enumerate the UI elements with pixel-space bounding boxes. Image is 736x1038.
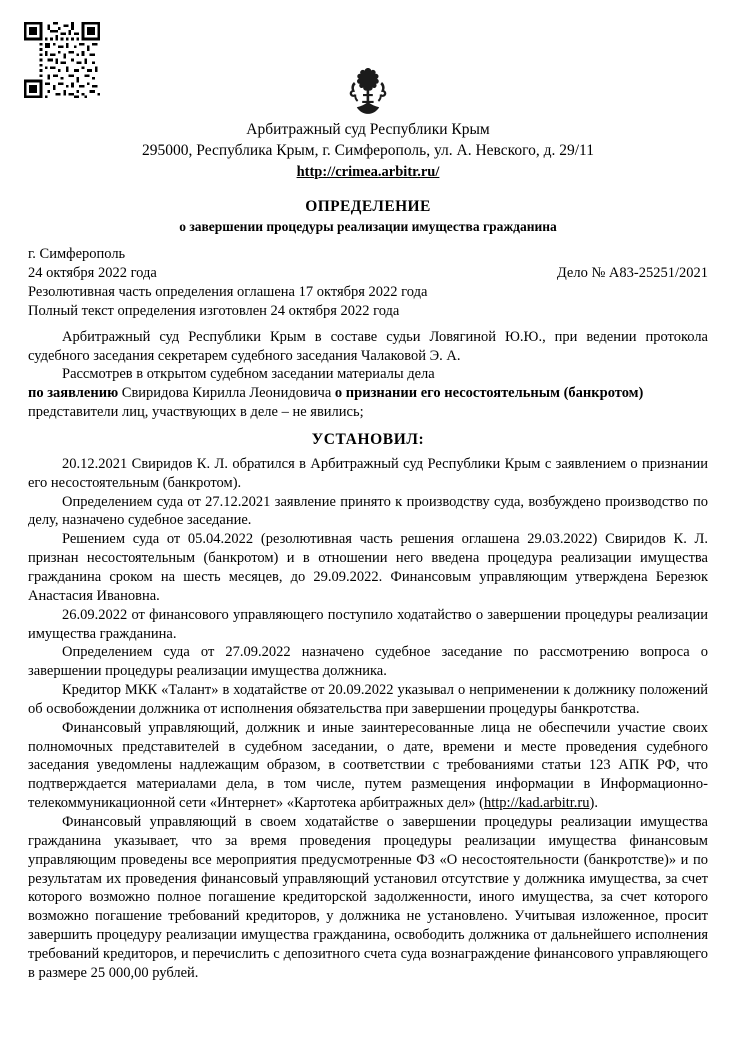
attendance-line: представители лиц, участвующих в деле – не явились;: [28, 404, 364, 421]
body-block: [28, 455, 708, 983]
notice-text-part2: ).: [589, 795, 598, 812]
court-name: Арбитражный суд Республики Крым: [246, 121, 490, 138]
ustanovil-heading: УСТАНОВИЛ:: [311, 430, 425, 448]
document-subtitle: о завершении процедуры реализации имущества гражданина: [179, 218, 557, 234]
claim-suffix: о признании его несостоятельным (банкротом): [334, 385, 644, 402]
paragraph: Определением суда от 27.09.2022 назначено судебное заседание по рассмотрению вопроса о завершении процедуры реализации имущества должника.: [28, 644, 708, 680]
claim-debtor-name: Свиридова Кирилла Леонидовича: [121, 385, 332, 402]
notice-text-part1: Финансовый управляющий, должник и иные заинтересованные лица не обеспечили участие своих полномочных представителей в судебном заседании, о дате, времени и месте проведения судебного заседания уведомлены надлежащим образом, в соответствии с требованиями статьи 123 АПК РФ, что подтверждается материалами дела, в том числе, путем размещения информации в Информационно-телекоммуникационной сети «Интернет» «Картотека арбитражных дел» (: [28, 719, 708, 812]
paragraph: 20.12.2021 Свиридов К. Л. обратился в Арбитражный суд Республики Крым с заявлением о признании его несостоятельным (банкротом).: [28, 455, 708, 491]
court-composition: Арбитражный суд Республики Крым в составе судьи Ловягиной Ю.Ю., при ведении протокола судебного заседания секретарем судебного заседания Чалаковой Э. А.: [28, 328, 708, 364]
document-meta: [28, 245, 708, 322]
paragraph: Кредитор МКК «Талант» в ходатайстве от 20.09.2022 указывал о неприменении к должнику положений об освобождении должника от исполнения обязательства при завершении процедуры банкротства.: [28, 682, 708, 717]
resolution-announced-line: Резолютивная часть определения оглашена 17 октября 2022 года: [28, 284, 428, 301]
paragraph-notice: [28, 719, 708, 813]
case-number: Дело № А83-25251/2021: [556, 264, 708, 281]
full-text-date-line: Полный текст определения изготовлен 24 октября 2022 года: [28, 303, 400, 320]
claim-line: [28, 384, 708, 403]
paragraph-final: Финансовый управляющий в своем ходатайстве о завершении процедуры реализации имущества гражданина указывает, что за время проведения процедуры реализации имущества финансовым управляющим проведены все мероприятия предусмотренные ФЗ «О несостоятельности (банкротстве)» и по результатам их проведения финансовый управляющий установил отсутствие у должника имущества, за счет которого возможно полное погашение кредиторской задолженности, иного имущества, за счет которого возможно погашение требований кредиторов, у должника не установлено. Учитывая изложенное, просит завершить процедуру реализации имущества гражданина, освободить должника от дальнейшего исполнения требований кредиторов, и перечислить с депозитного счета суда вознаграждение финансового управляющего в размере 25 000,00 рублей.: [28, 813, 708, 981]
court-website-link[interactable]: http://crimea.arbitr.ru/: [296, 163, 440, 180]
document-date: 24 октября 2022 года: [28, 264, 157, 281]
paragraph: 26.09.2022 от финансового управляющего поступило ходатайство о завершении процедуры реализации имущества гражданина.: [28, 606, 708, 642]
date-case-row: [28, 264, 708, 283]
qr-code-icon: [24, 22, 100, 98]
document-title: ОПРЕДЕЛЕНИЕ: [305, 197, 431, 215]
paragraph: Решением суда от 05.04.2022 (резолютивная часть решения оглашена 29.03.2022) Свиридов К. Л. признан несостоятельным (банкротом) и в отношении него введена процедура реализации имущества гражданина сроком на шесть месяцев, до 29.09.2022. Финансовым управляющим утверждена Березюк Анастасия Ивановна.: [28, 531, 708, 604]
court-address: 295000, Республика Крым, г. Симферополь, ул. А. Невского, д. 29/11: [142, 141, 594, 159]
claim-prefix: по заявлению: [28, 385, 119, 402]
city-line: г. Симферополь: [28, 245, 126, 262]
paragraph: Определением суда от 27.12.2021 заявление принято к производству суда, возбуждено производство по делу, назначено судебное заседание.: [28, 493, 708, 529]
considered-line: Рассмотрев в открытом судебном заседании материалы дела: [62, 366, 435, 383]
kad-arbitr-link[interactable]: http://kad.arbitr.ru: [483, 795, 590, 812]
coat-of-arms-icon: [28, 66, 708, 118]
intro-block: [28, 328, 708, 422]
